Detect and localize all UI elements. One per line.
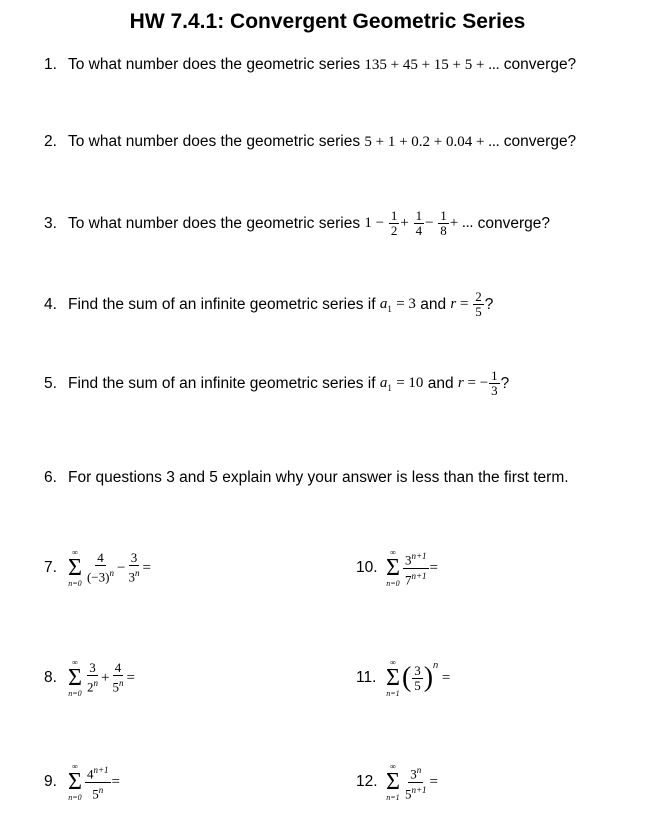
a1-value: = 10 xyxy=(396,375,424,391)
question-12: 12. ∞ Σ n=1 $\frac{3^n}{5^{n+1}}$ = xyxy=(356,762,439,802)
question-number: 8. xyxy=(44,669,57,686)
question-10: 10. ∞ Σ n=0 $\frac{3^{n+1}}{7^{n+1}}$ = xyxy=(356,548,439,588)
question-text: Find the sum of an infinite geometric series if xyxy=(68,295,376,313)
question-2 xyxy=(44,133,576,151)
series-expression: 5 + 1 + 0.2 + 0.04 + ... xyxy=(364,133,500,150)
sigma-symbol: ∞ Σ n=0 xyxy=(68,548,82,588)
series-expression: 135 + 45 + 15 + 5 + ... xyxy=(364,56,500,73)
series-expression: 1 − $\frac{1}{2}$ + $\frac{1}{4}$ − $\frac{1}{8}$ + ... xyxy=(364,208,474,238)
question-number: 9. xyxy=(44,773,57,790)
a1-symbol: $a_1$ xyxy=(379,374,392,393)
question-number: 12. xyxy=(356,773,378,790)
term-fraction: $\frac{3}{5}$ xyxy=(414,662,421,693)
term-fraction: $\frac{3^n}{5^{n+1}}$ xyxy=(404,765,427,801)
question-text: Find the sum of an infinite geometric series if xyxy=(68,374,376,392)
question-number: 5. xyxy=(44,374,57,392)
question-1 xyxy=(44,56,576,74)
question-text-end: converge? xyxy=(477,214,550,232)
question-6 xyxy=(44,469,569,487)
page-title: HW 7.4.1: Convergent Geometric Series xyxy=(129,10,526,33)
and-text: and xyxy=(427,374,454,392)
term-fraction: $\frac{4}{5^n}$ xyxy=(112,660,124,695)
question-text: For questions 3 and 5 explain why your answer is less than the first term. xyxy=(68,469,569,486)
question-number: 2. xyxy=(44,133,57,150)
r-symbol: r xyxy=(450,296,457,312)
a1-symbol: $a_1$ xyxy=(379,295,392,314)
question-number: 4. xyxy=(44,295,57,313)
question-3 xyxy=(44,209,550,238)
question-mark: ? xyxy=(484,295,494,313)
term-fraction: $\frac{3^{n+1}}{7^{n+1}}$ xyxy=(404,551,427,587)
question-7: 7. ∞ Σ n=0 $\frac{4}{(-3)^n}$ − $\frac{3}{3^n}$ = xyxy=(44,548,151,588)
sigma-symbol: ∞ Σ n=0 xyxy=(68,658,82,698)
question-number: 11. xyxy=(356,669,377,686)
question-11: 11. ∞ Σ n=1 ( $\frac{3}{5}$ ) $^n$ = xyxy=(356,658,451,698)
sigma-symbol: ∞ Σ n=1 xyxy=(386,762,400,802)
r-value: $\frac{2}{5}$ xyxy=(475,289,482,319)
a1-value: = 3 xyxy=(396,296,416,312)
sigma-symbol: ∞ Σ n=0 xyxy=(68,762,82,802)
r-value: $\frac{1}{3}$ xyxy=(491,368,498,398)
question-text: To what number does the geometric series xyxy=(68,133,361,150)
question-8: 8. ∞ Σ n=0 $\frac{3}{2^n}$ + $\frac{4}{5^n}$ = xyxy=(44,658,135,698)
question-text-end: converge? xyxy=(503,56,577,73)
r-symbol: r xyxy=(457,375,464,391)
term-fraction: $\frac{3}{2^n}$ xyxy=(86,660,98,695)
question-mark: ? xyxy=(500,374,510,392)
sigma-symbol: ∞ Σ n=0 xyxy=(386,548,400,588)
question-number: 7. xyxy=(44,559,57,576)
sigma-symbol: ∞ Σ n=1 xyxy=(386,658,400,698)
question-text: To what number does the geometric series xyxy=(68,214,361,232)
question-5: 5. Find the sum of an infinite geometric series if $a_1$ = 10 and r = − $\frac{1}{3}$ ? xyxy=(44,368,510,398)
question-4: 4. Find the sum of an infinite geometric series if $a_1$ = 3 and r = $\frac{2}{5}$ ? xyxy=(44,289,494,319)
question-number: 6. xyxy=(44,469,57,486)
question-text: To what number does the geometric series xyxy=(68,56,361,73)
question-number: 3. xyxy=(44,214,57,232)
term-fraction: $\frac{4}{(-3)^n}$ xyxy=(86,550,114,585)
question-9: 9. ∞ Σ n=0 $\frac{4^{n+1}}{5^n}$ = xyxy=(44,762,121,802)
term-fraction: $\frac{3}{3^n}$ xyxy=(128,550,140,585)
question-text-end: converge? xyxy=(503,133,577,150)
and-text: and xyxy=(420,295,447,313)
question-number: 1. xyxy=(44,56,57,73)
term-fraction: $\frac{4^{n+1}}{5^n}$ xyxy=(86,765,109,801)
question-number: 10. xyxy=(356,559,378,576)
